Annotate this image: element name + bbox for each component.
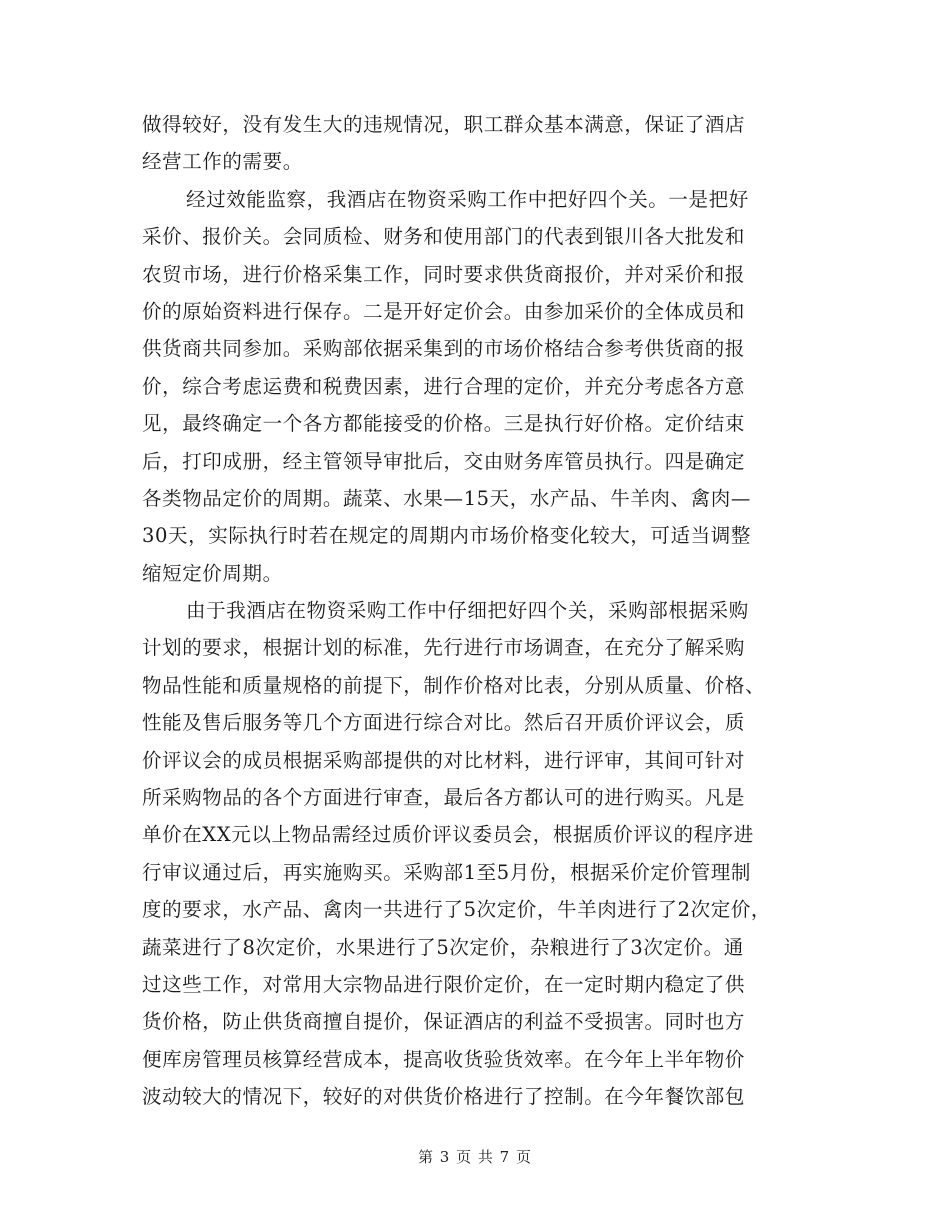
text-line: 蔬菜进行了8次定价，水果进行了5次定价，杂粮进行了3次定价。通 [142, 935, 744, 959]
text-line: 所采购物品的各个方面进行审查，最后各方都认可的进行购买。凡是 [142, 786, 746, 810]
text-line: 经营工作的需要。 [142, 150, 303, 174]
text-line: 见，最终确定一个各方都能接受的价格。三是执行好价格。定价结束 [142, 412, 746, 436]
text-line: 由于我酒店在物资采购工作中仔细把好四个关，采购部根据采购 [186, 599, 749, 623]
text-line: 单价在XX元以上物品需经过质价评议委员会，根据质价评议的程序进 [142, 823, 754, 847]
text-line: 各类物品定价的周期。蔬菜、水果—15天，水产品、牛羊肉、禽肉— [142, 486, 751, 510]
body-text [142, 106, 822, 1116]
page-number: 第 3 页 共 7 页 [418, 1148, 532, 1166]
text-line: 价的原始资料进行保存。二是开好定价会。由参加采价的全体成员和 [142, 299, 746, 323]
text-line: 后，打印成册，经主管领导审批后，交由财务库管员执行。四是确定 [142, 449, 746, 473]
text-line: 便库房管理员核算经营成本，提高收货验货效率。在今年上半年物价 [142, 1047, 746, 1071]
text-line: 波动较大的情况下，较好的对供货价格进行了控制。在今年餐饮部包 [142, 1085, 746, 1109]
text-line: 采价、报价关。会同质检、财务和使用部门的代表到银川各大批发和 [142, 225, 746, 249]
text-line: 过这些工作，对常用大宗物品进行限价定价，在一定时期内稳定了供 [142, 972, 746, 996]
text-line: 做得较好，没有发生大的违规情况，职工群众基本满意，保证了酒店 [142, 113, 746, 136]
text-line: 经过效能监察，我酒店在物资采购工作中把好四个关。一是把好 [186, 187, 749, 211]
text-line: 货价格，防止供货商擅自提价，保证酒店的利益不受损害。同时也方 [142, 1010, 746, 1034]
text-line: 农贸市场，进行价格采集工作，同时要求供货商报价，并对采价和报 [142, 262, 746, 286]
text-line: 30天，实际执行时若在规定的周期内市场价格变化较大，可适当调整 [142, 524, 751, 548]
page-footer [0, 1146, 950, 1167]
text-line: 价评议会的成员根据采购部提供的对比材料，进行评审，其间可针对 [142, 748, 746, 772]
text-line: 价，综合考虑运费和税费因素，进行合理的定价，并充分考虑各方意 [142, 374, 746, 398]
text-line: 行审议通过后，再实施购买。采购部1至5月份，根据采价定价管理制 [142, 860, 751, 884]
text-line: 物品性能和质量规格的前提下，制作价格对比表，分别从质量、价格、 [142, 673, 766, 697]
text-line: 性能及售后服务等几个方面进行综合对比。然后召开质价评议会，质 [142, 711, 746, 735]
text-line: 供货商共同参加。采购部依据采集到的市场价格结合参考供货商的报 [142, 337, 746, 361]
text-line: 计划的要求，根据计划的标准，先行进行市场调查，在充分了解采购 [142, 636, 746, 660]
text-line: 度的要求，水产品、禽肉一共进行了5次定价，牛羊肉进行了2次定价， [142, 898, 772, 922]
text-line: 缩短定价周期。 [142, 561, 283, 585]
